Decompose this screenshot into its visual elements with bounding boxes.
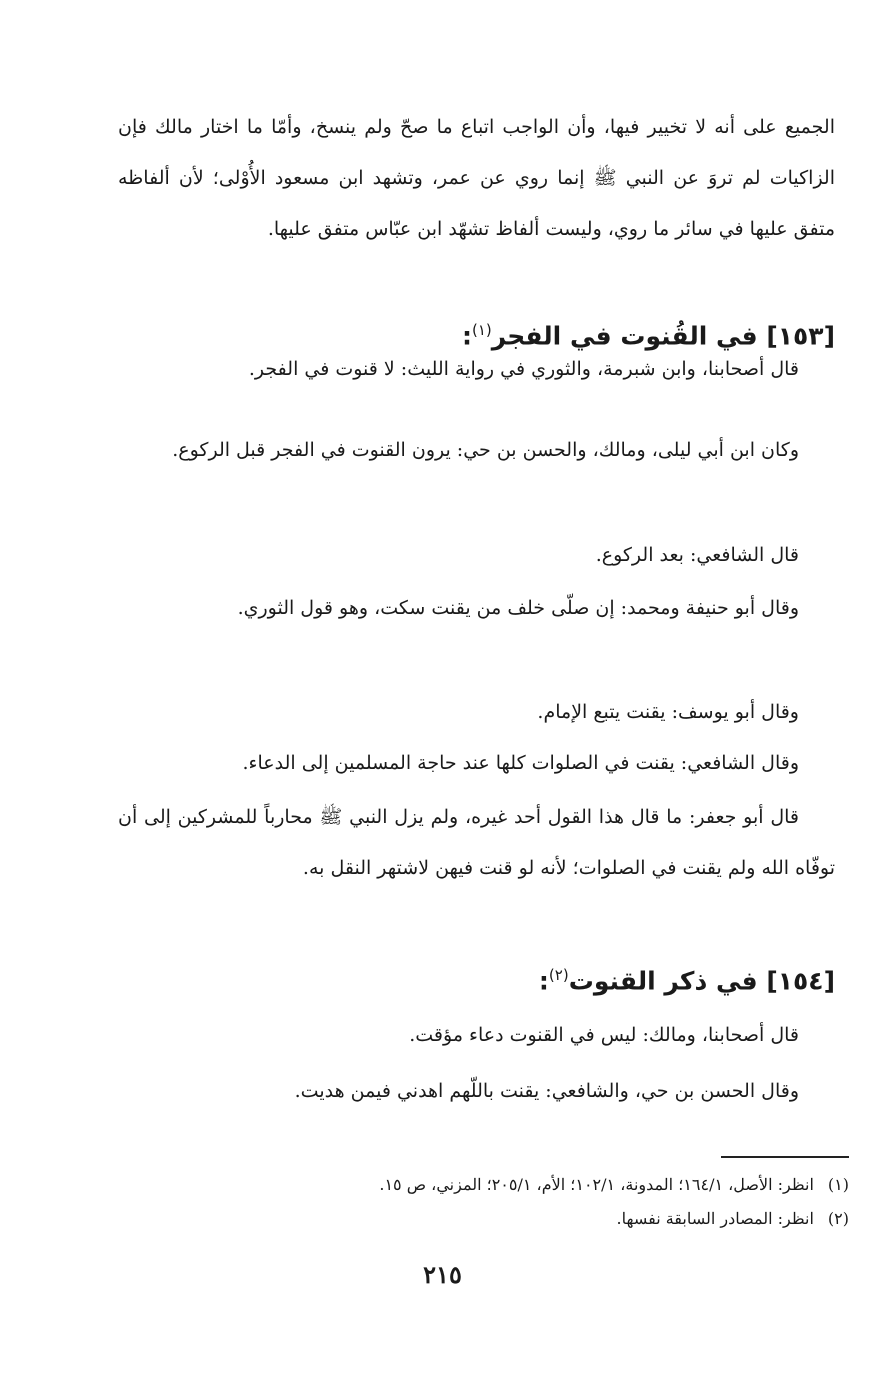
- paragraph: وقال الحسن بن حي، والشافعي: يقنت باللّهم اهدني فيمن هديت.: [294, 1080, 799, 1102]
- heading-colon: :: [461, 321, 472, 351]
- paragraph-continued: الجميع على أنه لا تخيير فيها، وأن الواجب اتباع ما صحّ ولم ينسخ، وأمّا ما اختار مالك فإن الزاكيات لم تروَ عن النبي ﷺ إنما روي عن عمر، وتشهد ابن مسعود الأُوْلى؛ لأن ألفاظه متفق عليها في سائر ما روي، وليست ألفاظ تشهّد ابن عبّاس متفق عليها.: [118, 116, 835, 240]
- footnote-item: [170, 1202, 849, 1236]
- footnote-ref-2[interactable]: (٢): [548, 966, 569, 984]
- paragraph: وكان ابن أبي ليلى، ومالك، والحسن بن حي: يرون القنوت في الفجر قبل الركوع.: [172, 439, 799, 461]
- footnote-item: [170, 1168, 849, 1202]
- footnote-text: انظر: المصادر السابقة نفسها.: [616, 1209, 814, 1228]
- section-heading-154: [118, 955, 835, 1001]
- footnote-separator: [721, 1156, 849, 1158]
- footnote-number: (٢): [827, 1209, 849, 1228]
- footnotes: [170, 1168, 849, 1236]
- paragraph: قال أصحابنا، ومالك: ليس في القنوت دعاء مؤقت.: [409, 1024, 799, 1046]
- paragraph: وقال الشافعي: يقنت في الصلوات كلها عند حاجة المسلمين إلى الدعاء.: [242, 752, 799, 774]
- footnote-text: انظر: الأصل، ١٦٤/١؛ المدونة، ١٠٢/١؛ الأم، ٢٠٥/١؛ المزني، ص ١٥.: [379, 1175, 814, 1194]
- section-title: [١٥٣] في القُنوت في الفجر: [491, 321, 835, 351]
- heading-colon: :: [538, 966, 549, 996]
- section-title: [١٥٤] في ذكر القنوت: [568, 966, 835, 996]
- paragraph: وقال أبو يوسف: يقنت يتبع الإمام.: [537, 701, 799, 723]
- footnote-ref-1[interactable]: (١): [471, 321, 492, 339]
- page-number: ٢١٥: [423, 1260, 462, 1289]
- paragraph: قال أصحابنا، وابن شبرمة، والثوري في رواية الليث: لا قنوت في الفجر.: [248, 358, 799, 380]
- paragraph: وقال أبو حنيفة ومحمد: إن صلّى خلف من يقنت سكت، وهو قول الثوري.: [237, 597, 799, 619]
- paragraph: قال أبو جعفر: ما قال هذا القول أحد غيره، ولم يزل النبي ﷺ محارباً للمشركين إلى أن توفّاه الله ولم يقنت في الصلوات؛ لأنه لو قنت فيهن لاشتهر النقل به.: [118, 806, 835, 879]
- footnote-number: (١): [827, 1175, 849, 1194]
- paragraph: قال الشافعي: بعد الركوع.: [595, 544, 799, 566]
